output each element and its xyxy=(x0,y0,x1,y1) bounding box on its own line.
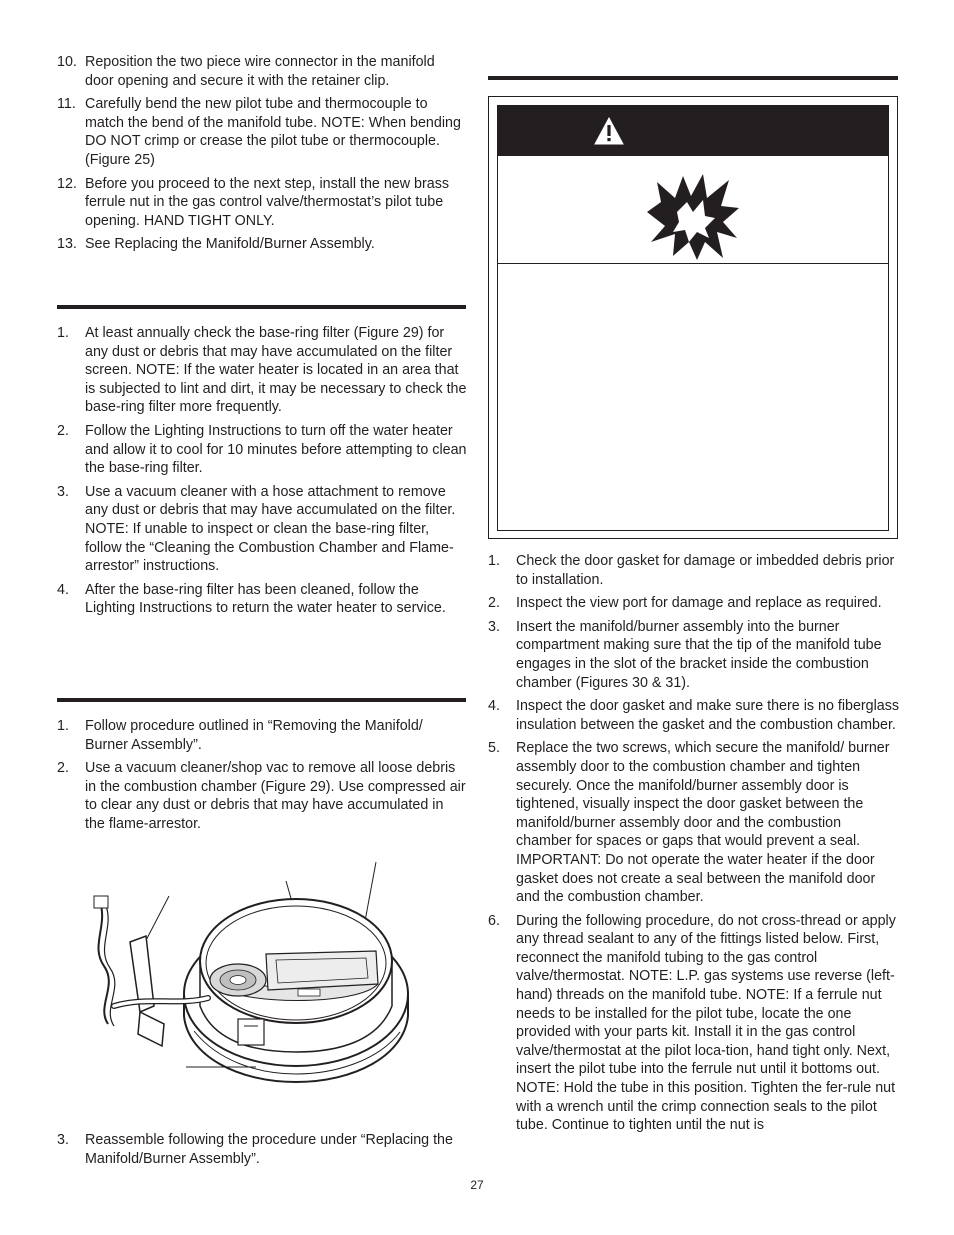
list-item xyxy=(488,594,900,613)
explosion-icon xyxy=(643,172,743,260)
list-item xyxy=(57,581,469,618)
list-item-number: 13. xyxy=(57,236,77,253)
list-item-number: 12. xyxy=(57,175,77,192)
combustion-chamber-figure xyxy=(78,856,428,1096)
list-item-number: 2. xyxy=(488,595,500,612)
list-item-number: 1. xyxy=(488,553,500,569)
list-item xyxy=(488,618,900,692)
section-rule-base-ring xyxy=(57,305,466,309)
list-item-number: 3. xyxy=(57,1132,69,1148)
base-ring-filter-list xyxy=(57,324,469,623)
list-item xyxy=(57,717,467,754)
warning-inner-frame xyxy=(497,105,889,531)
list-item-text: Use a vacuum cleaner with a hose attachment to remove any dust or debris that may have accumulated on the filter. NOTE: If unable to inspect or clean the base-ring filter, follow the “Cleaning the Combustion Chamber and Flame-arrestor” instructions. xyxy=(85,483,456,575)
list-item-number: 11. xyxy=(57,96,76,113)
list-item-number: 1. xyxy=(57,325,69,341)
list-item-number: 3. xyxy=(57,483,69,500)
list-item-text: Before you proceed to the next step, install the new brass ferrule nut in the gas control valve/thermostat’s pilot tube opening. HAND TIGHT ONLY. xyxy=(85,175,449,229)
list-item xyxy=(57,1131,467,1168)
list-item-number: 1. xyxy=(57,718,69,734)
danger-warning-box xyxy=(488,96,898,539)
list-item xyxy=(57,95,467,169)
list-item-text: Inspect the door gasket and make sure there is no fiberglass insulation between the gasket and the combustion chamber. xyxy=(516,698,900,733)
list-item xyxy=(57,235,467,254)
list-item-text: During the following procedure, do not cross-thread or apply any thread sealant to any of the fittings listed below. First, reconnect the manifold tubing to the gas control valve/thermostat. NOTE: L.P. gas systems use reverse (left-hand) threads on the manifold tube. NOTE: If a ferrule nut needs to be installed for the pilot tube, locate the one provided with your parts kit. Install it in the gas control valve/thermostat at the pilot loca-tion, hand tight only. Next, insert the pilot tube into the ferrule nut until it bottoms out. NOTE: Hold the tube in this position. Tighten the fer-rule nut with a wrench until the crimp connection seals to the pilot tube. Continue to tighten until the nut is xyxy=(516,912,896,1134)
list-item-number: 2. xyxy=(57,422,69,439)
list-item-text: After the base-ring filter has been cleaned, follow the Lighting Instructions to return the water heater to service. xyxy=(85,581,446,617)
list-item xyxy=(57,422,469,478)
list-item-number: 2. xyxy=(57,760,69,777)
section-rule-cleaning xyxy=(57,698,466,702)
list-item-text: Reassemble following the procedure under “Replacing the Manifold/Burner Assembly”. xyxy=(85,1132,453,1167)
list-item-number: 4. xyxy=(57,581,69,598)
reassemble-list xyxy=(57,1131,467,1173)
section-rule-right xyxy=(488,76,898,80)
list-item xyxy=(57,324,469,417)
replacing-manifold-list xyxy=(488,552,900,1140)
list-item-text: Reposition the two piece wire connector in the manifold door opening and secure it with the retainer clip. xyxy=(85,54,435,89)
list-item-text: Follow the Lighting Instructions to turn off the water heater and allow it to cool for 10 minutes before attempting to clean the base-ring filter. xyxy=(85,422,467,477)
list-item-text: At least annually check the base-ring filter (Figure 29) for any dust or debris that may have accumulated on the filter screen. NOTE: If the water heater is located in an area that is subjected to lint and dirt, it may be necessary to check the base-ring filter more frequently. xyxy=(85,325,467,416)
list-item xyxy=(488,697,900,734)
list-item-text: Inspect the view port for damage and replace as required. xyxy=(516,595,882,612)
list-item-number: 3. xyxy=(488,618,500,635)
list-item-number: 6. xyxy=(488,912,500,929)
list-item-text: Carefully bend the new pilot tube and thermocouple to match the bend of the manifold tube. NOTE: When bending DO NOT crimp or crease the pilot tube or thermocouple. (Figure 25) xyxy=(85,96,461,168)
list-item xyxy=(488,552,900,589)
list-item-text: Use a vacuum cleaner/shop vac to remove all loose debris in the combustion chamber (Figure 29). Use compressed air to clear any dust or debris that may have accumulated in the flame-arrestor. xyxy=(85,760,466,832)
list-item-text: Insert the manifold/burner assembly into the burner compartment making sure that the tip of the manifold tube engages in the slot of the bracket inside the combustion chamber (Figures 30 & 31). xyxy=(516,618,882,691)
list-item xyxy=(488,912,900,1135)
cleaning-steps-list xyxy=(57,717,467,839)
list-item xyxy=(57,175,467,231)
page-number: 27 xyxy=(470,1178,484,1192)
list-item-text: Replace the two screws, which secure the manifold/ burner assembly door to the combustion chamber and tighten securely. Once the manifold/burner assembly door is tightened, visually inspect the door gasket between the manifold/burner assembly door and the combustion chamber for spaces or gaps that would prevent a seal. IMPORTANT: Do not operate the water heater if the door gasket does not create a seal between the manifold door and the combustion chamber. xyxy=(516,740,890,906)
pilot-steps-list xyxy=(57,53,467,259)
warning-triangle-icon xyxy=(594,117,624,145)
list-item xyxy=(57,759,467,833)
list-item-number: 10. xyxy=(57,54,77,70)
list-item xyxy=(488,739,900,906)
list-item-text: Check the door gasket for damage or imbedded debris prior to installation. xyxy=(516,553,895,588)
list-item-text: See Replacing the Manifold/Burner Assembly. xyxy=(85,236,375,253)
warning-header-bar xyxy=(498,106,888,156)
list-item-text: Follow procedure outlined in “Removing the Manifold/ Burner Assembly”. xyxy=(85,718,423,753)
warning-divider xyxy=(498,263,888,264)
list-item-number: 5. xyxy=(488,740,500,757)
list-item-number: 4. xyxy=(488,698,500,715)
list-item xyxy=(57,53,467,90)
list-item xyxy=(57,483,469,576)
